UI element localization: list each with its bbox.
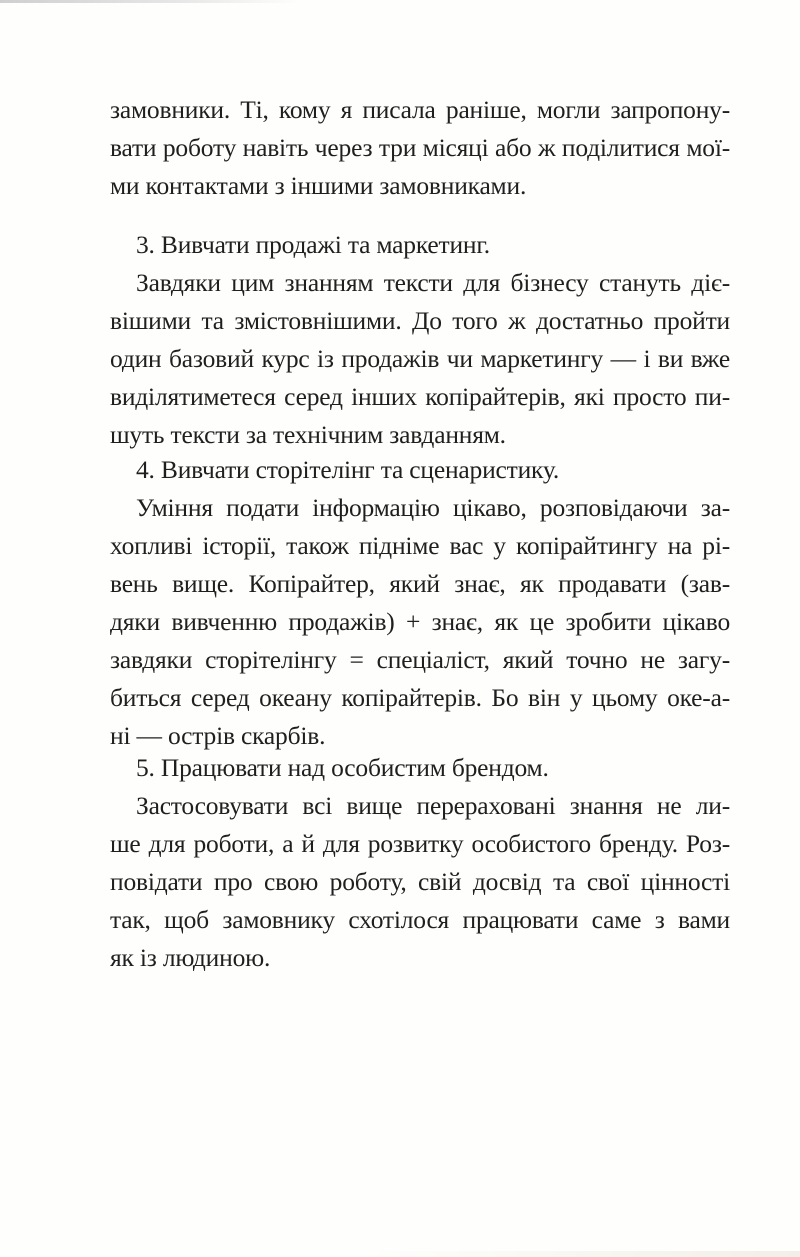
text-line: Уміння подати інформацію цікаво, розповідаючи за- — [136, 493, 730, 522]
text-line: шуть тексти за технічним завданням. — [110, 420, 506, 449]
text-line: один базовий курс із продажів чи маркетингу — і ви вже — [110, 344, 730, 373]
page-bottom-edge-shadow — [360, 1251, 800, 1257]
text-line: виділятиметеся серед інших копірайтерів, які просто пи- — [110, 382, 730, 411]
paragraph-continuation — [110, 91, 730, 205]
text-line: повідати про свою роботу, свій досвід та свої цінності — [110, 867, 730, 896]
section-5 — [110, 749, 730, 977]
text-line: ні — острів скарбів. — [110, 721, 326, 750]
text-line: ше для роботи, а й для розвитку особистого бренду. Роз- — [110, 829, 730, 858]
section-4 — [110, 451, 730, 755]
text-line: вішими та змістовнішими. До того ж достатньо пройти — [110, 306, 730, 335]
text-line: вень вище. Копірайтер, який знає, як продавати (зав- — [110, 569, 730, 598]
text-line: як із людиною. — [110, 943, 271, 972]
section-3 — [110, 226, 730, 454]
text-line: замовники. Ті, кому я писала раніше, могли запропону- — [110, 95, 730, 124]
text-line: вати роботу навіть через три місяці або ж поділитися мої- — [110, 133, 730, 162]
page-top-edge-shadow — [0, 0, 300, 3]
text-line: дяки вивченню продажів) + знає, як це зробити цікаво — [110, 607, 730, 636]
section-heading: 3. Вивчати продажі та маркетинг. — [136, 230, 490, 259]
section-heading: 5. Працювати над особистим брендом. — [136, 753, 549, 782]
text-line: биться серед океану копірайтерів. Бо він у цьому оке-а- — [110, 683, 730, 712]
text-line: хопливі історії, також підніме вас у копірайтингу на рі- — [110, 531, 730, 560]
section-heading: 4. Вивчати сторітелінг та сценаристику. — [136, 455, 560, 484]
text-line: так, щоб замовнику схотілося працювати саме з вами — [110, 905, 730, 934]
text-line: Завдяки цим знанням тексти для бізнесу стануть діє- — [136, 268, 730, 297]
text-line: ми контактами з іншими замовниками. — [110, 171, 527, 200]
text-line: Застосовувати всі вище перераховані знання не ли- — [136, 791, 730, 820]
text-line: завдяки сторітелінгу = спеціаліст, який точно не загу- — [110, 645, 730, 674]
